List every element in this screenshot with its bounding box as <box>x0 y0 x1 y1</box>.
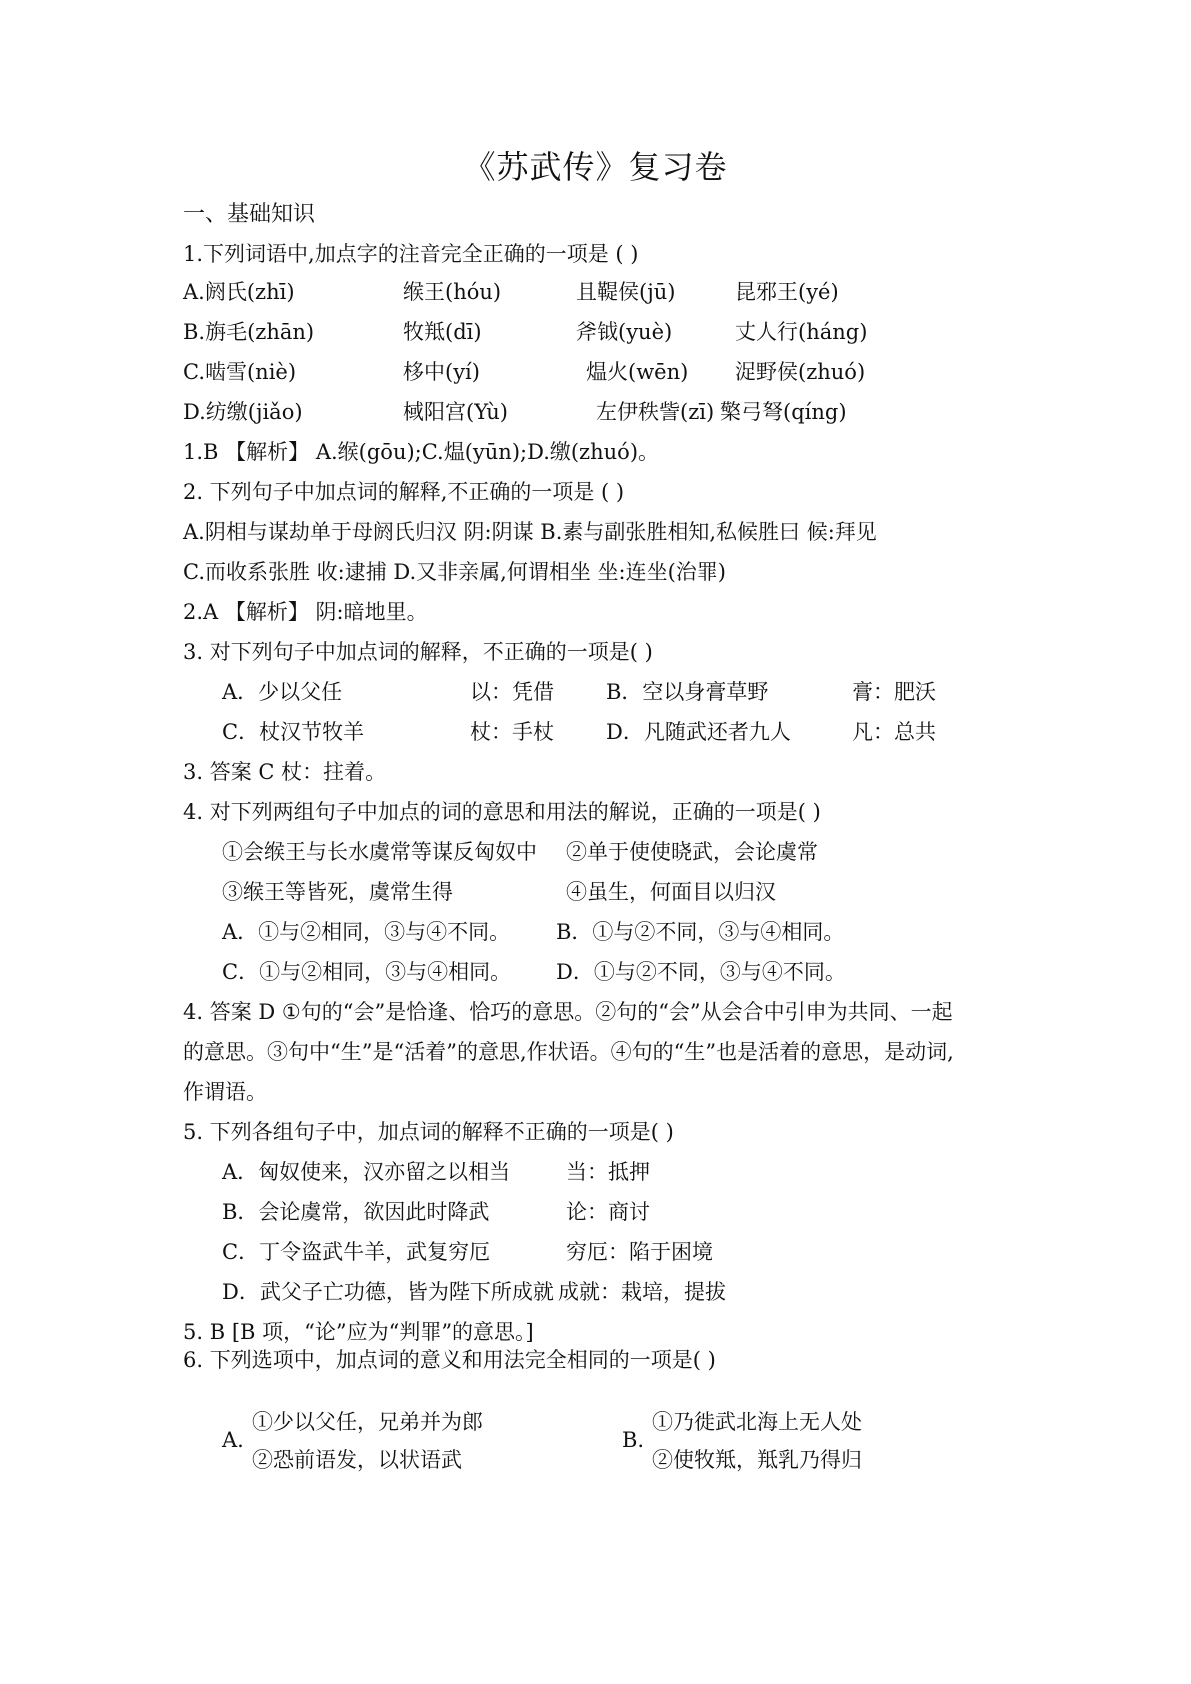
q5-option-c: C．丁令盗武牛羊，武复穷厄 <box>222 1240 491 1264</box>
q1-c-1: C.啮雪(niè) <box>183 360 297 384</box>
q6-option-b-sentence-2: ②使牧羝，羝乳乃得归 <box>652 1448 862 1472</box>
q4-sentence-2: ②单于使使晓武，会论虞常 <box>566 840 818 864</box>
q1-c-4: 浞野侯(zhuó) <box>735 360 866 384</box>
q4-option-c: C．①与②相同，③与④相同。 <box>222 960 512 984</box>
q6-stem: 6. 下列选项中，加点词的意义和用法完全相同的一项是( ) <box>183 1348 716 1372</box>
q1-b-3: 斧钺(yuè) <box>576 320 673 344</box>
q6-option-b-label: B. <box>622 1428 645 1452</box>
q3-stem: 3. 对下列句子中加点词的解释，不正确的一项是( ) <box>183 640 653 664</box>
q4-sentence-4: ④虽生，何面目以归汉 <box>566 880 776 904</box>
q5-option-a: A．匈奴使来，汉亦留之以相当 <box>222 1160 511 1184</box>
q1-b-1: B.旃毛(zhān) <box>183 320 315 344</box>
q4-sentence-3: ③缑王等皆死，虞常生得 <box>222 880 453 904</box>
q6-option-a-label: A. <box>222 1428 244 1452</box>
q1-a-3: 且鞮侯(jū) <box>576 280 676 304</box>
q3-option-d: D．凡随武还者九人 <box>606 720 791 744</box>
q1-answer: 1.B 【解析】 A.缑(gōu);C.煴(yūn);D.缴(zhuó)。 <box>183 440 660 464</box>
q2-options-ab: A.阴相与谋劫单于母阏氏归汉 阴:阴谋 B.素与副张胜相知,私候胜曰 候:拜见 <box>183 520 877 544</box>
q6-option-a-sentence-2: ②恐前语发，以状语武 <box>252 1448 462 1472</box>
q1-b-4: 丈人行(háng) <box>735 320 868 344</box>
q1-a-1: A.阏氏(zhī) <box>183 280 295 304</box>
q1-d-1: D.纺缴(jiǎo) <box>183 400 303 424</box>
q1-stem: 1.下列词语中,加点字的注音完全正确的一项是 ( ) <box>183 242 639 266</box>
q4-sentence-1: ①会缑王与长水虞常等谋反匈奴中 <box>222 840 537 864</box>
q3-option-a-explanation: 以：凭借 <box>470 680 554 704</box>
q4-answer-line-3: 作谓语。 <box>183 1080 267 1104</box>
q1-a-4: 昆邪王(yé) <box>735 280 839 304</box>
q1-b-2: 牧羝(dī) <box>403 320 482 344</box>
section-heading-basics: 一、基础知识 <box>183 202 316 227</box>
q1-c-3: 煴火(wēn) <box>586 360 689 384</box>
q4-option-d: D．①与②不同，③与④不同。 <box>556 960 846 984</box>
q5-option-b: B．会论虞常，欲因此时降武 <box>222 1200 490 1224</box>
q3-option-c: C．杖汉节牧羊 <box>222 720 365 744</box>
q3-option-c-explanation: 杖：手杖 <box>470 720 554 744</box>
q1-a-2: 缑王(hóu) <box>403 280 502 304</box>
q2-answer: 2.A 【解析】 阴:暗地里。 <box>183 600 428 624</box>
q4-answer-line-2: 的意思。③句中“生”是“活着”的意思,作状语。④句的“生”也是活着的意思，是动词, <box>183 1040 954 1064</box>
q3-answer: 3. 答案 C 杖：拄着。 <box>183 760 387 784</box>
q5-option-b-explanation: 论：商讨 <box>566 1200 650 1224</box>
q3-option-a: A．少以父任 <box>222 680 343 704</box>
q1-c-2: 栘中(yí) <box>403 360 480 384</box>
q5-option-d: D．武父子亡功德，皆为陛下所成就 <box>222 1280 554 1304</box>
q1-d-2: 棫阳宫(Yù) <box>403 400 508 424</box>
q2-options-cd: C.而收系张胜 收:逮捕 D.又非亲属,何谓相坐 坐:连坐(治罪) <box>183 560 726 584</box>
q3-option-d-explanation: 凡：总共 <box>852 720 936 744</box>
page-title: 《苏武传》复习卷 <box>463 148 728 186</box>
q5-option-a-explanation: 当：抵押 <box>566 1160 650 1184</box>
q5-answer: 5. B [B 项，“论”应为“判罪”的意思。] <box>183 1320 534 1344</box>
q5-option-d-explanation: 成就：栽培，提拔 <box>558 1280 726 1304</box>
q4-option-b: B．①与②不同，③与④相同。 <box>556 920 845 944</box>
q1-d-3: 左伊秩訾(zī) <box>596 400 715 424</box>
q1-d-4: 檠弓弩(qíng) <box>720 400 847 424</box>
q2-stem: 2. 下列句子中加点词的解释,不正确的一项是 ( ) <box>183 480 625 504</box>
q3-option-b: B．空以身膏草野 <box>606 680 769 704</box>
q6-option-a-sentence-1: ①少以父任，兄弟并为郎 <box>252 1410 483 1434</box>
q4-answer-line-1: 4. 答案 D ①句的“会”是恰逢、恰巧的意思。②句的“会”从会合中引申为共同、一起 <box>183 1000 953 1024</box>
q4-option-a: A．①与②相同，③与④不同。 <box>222 920 511 944</box>
q6-option-b-sentence-1: ①乃徙武北海上无人处 <box>652 1410 862 1434</box>
q5-option-c-explanation: 穷厄：陷于困境 <box>566 1240 713 1264</box>
q3-option-b-explanation: 膏：肥沃 <box>852 680 936 704</box>
q5-stem: 5. 下列各组句子中，加点词的解释不正确的一项是( ) <box>183 1120 674 1144</box>
q4-stem: 4. 对下列两组句子中加点的词的意思和用法的解说，正确的一项是( ) <box>183 800 821 824</box>
